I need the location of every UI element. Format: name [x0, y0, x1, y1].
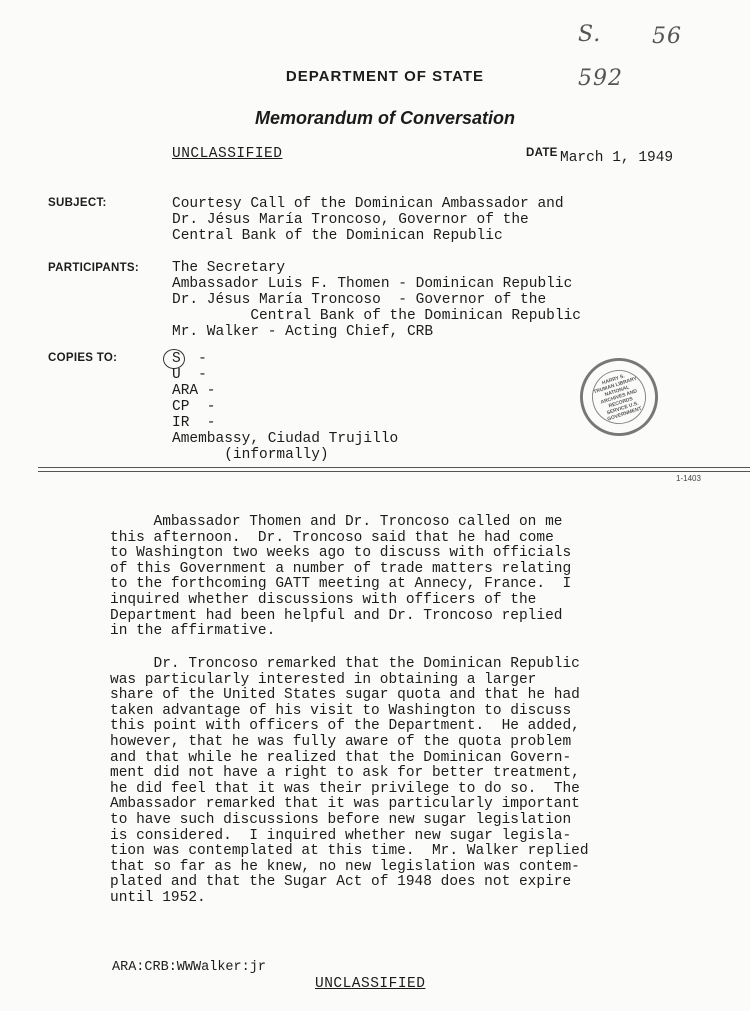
- copies-block: [172, 351, 398, 463]
- body-line: was particularly interested in obtaining a larger: [110, 671, 537, 688]
- body-line: to the forthcoming GATT meeting at Annecy, France. I: [110, 576, 572, 593]
- memo-title: Memorandum of Conversation: [254, 108, 516, 128]
- author-initials: ARA:CRB:WWWalker:jr: [112, 960, 266, 975]
- subject-block: [172, 196, 564, 244]
- body-line: ment did not have a right to ask for better treatment,: [110, 765, 580, 782]
- participant-line: Dr. Jésus María Troncoso - Governor of the: [172, 292, 547, 308]
- subject-line: Central Bank of the Dominican Republic: [172, 228, 503, 244]
- body-line: he did feel that it was their privilege to do so. The: [110, 780, 580, 797]
- stamp-text: HARRY S. TRUMAN LIBRARY NATIONAL ARCHIVES AND RECORDS SERVICE U.S. GOVERNMENT: [592, 373, 643, 423]
- copy-line: (informally): [172, 447, 329, 463]
- body-line: Ambassador Thomen and Dr. Troncoso called on me: [110, 514, 563, 530]
- body-line: Dr. Troncoso remarked that the Dominican Republic: [110, 656, 580, 672]
- department-heading: DEPARTMENT OF STATE: [285, 68, 485, 85]
- body-line: inquired whether discussions with officers of the: [110, 591, 537, 608]
- file-number-annotation: 56: [652, 24, 682, 49]
- body-line: Ambassador remarked that it was particularly important: [110, 796, 580, 813]
- body-line: and that while he realized that the Dominican Govern-: [110, 749, 572, 766]
- body-line: in the affirmative.: [110, 623, 276, 640]
- participants-block: [172, 260, 581, 340]
- date-value: March 1, 1949: [560, 150, 674, 166]
- participants-label: PARTICIPANTS:: [48, 262, 139, 274]
- body-line: this afternoon. Dr. Troncoso said that he had come: [110, 529, 554, 546]
- body-line: Department had been helpful and Dr. Troncoso replied: [110, 607, 563, 624]
- body-line: this point with officers of the Department. He added,: [110, 718, 580, 735]
- body-line: until 1952.: [110, 889, 206, 906]
- subject-line: Courtesy Call of the Dominican Ambassador and: [172, 196, 564, 212]
- participant-line: Mr. Walker - Acting Chief, CRB: [172, 324, 434, 340]
- body-line: is considered. I inquired whether new sugar legisla-: [110, 827, 572, 844]
- copy-line: Amembassy, Ciudad Trujillo: [172, 431, 399, 447]
- subject-line: Dr. Jésus María Troncoso, Governor of the: [172, 212, 529, 228]
- copy-line: CP -: [172, 399, 216, 415]
- body-line: however, that he was fully aware of the quota problem: [110, 733, 572, 750]
- body-line: taken advantage of his visit to Washington to discuss: [110, 702, 572, 719]
- classification-bottom: UNCLASSIFIED: [315, 976, 426, 992]
- participant-line: Central Bank of the Dominican Republic: [172, 308, 581, 324]
- body-line: plated and that the Sugar Act of 1948 does not expire: [110, 874, 572, 891]
- date-label: DATE: [526, 147, 558, 159]
- participant-line: The Secretary: [172, 260, 286, 276]
- copy-line: U -: [172, 367, 207, 383]
- stamp-inner-ring: [585, 363, 653, 431]
- body-line: to Washington two weeks ago to discuss with officials: [110, 545, 572, 562]
- copy-line: IR -: [172, 415, 216, 431]
- archive-stamp: [570, 348, 668, 446]
- copy-line: ARA -: [172, 383, 216, 399]
- body-paragraph-1: [110, 515, 571, 640]
- divider-rule-top: [38, 467, 750, 468]
- classification-top: UNCLASSIFIED: [172, 146, 283, 162]
- divider-rule-bottom: [38, 471, 750, 472]
- body-paragraph-2: [110, 657, 589, 907]
- body-line: of this Government a number of trade matters relating: [110, 560, 572, 577]
- file-letter-annotation: S.: [578, 22, 602, 47]
- page-number-annotation: 592: [578, 66, 623, 91]
- copies-label: COPIES TO:: [48, 352, 118, 364]
- form-number: 1-1403: [676, 474, 701, 483]
- participant-line: Ambassador Luis F. Thomen - Dominican Republic: [172, 276, 573, 292]
- body-line: share of the United States sugar quota and that he had: [110, 687, 580, 704]
- copy-line: S -: [172, 351, 207, 367]
- body-line: tion was contemplated at this time. Mr. Walker replied: [110, 843, 589, 860]
- subject-label: SUBJECT:: [48, 197, 107, 209]
- body-line: that so far as he knew, no new legislation was contem-: [110, 858, 580, 875]
- body-line: to have such discussions before new sugar legislation: [110, 811, 572, 828]
